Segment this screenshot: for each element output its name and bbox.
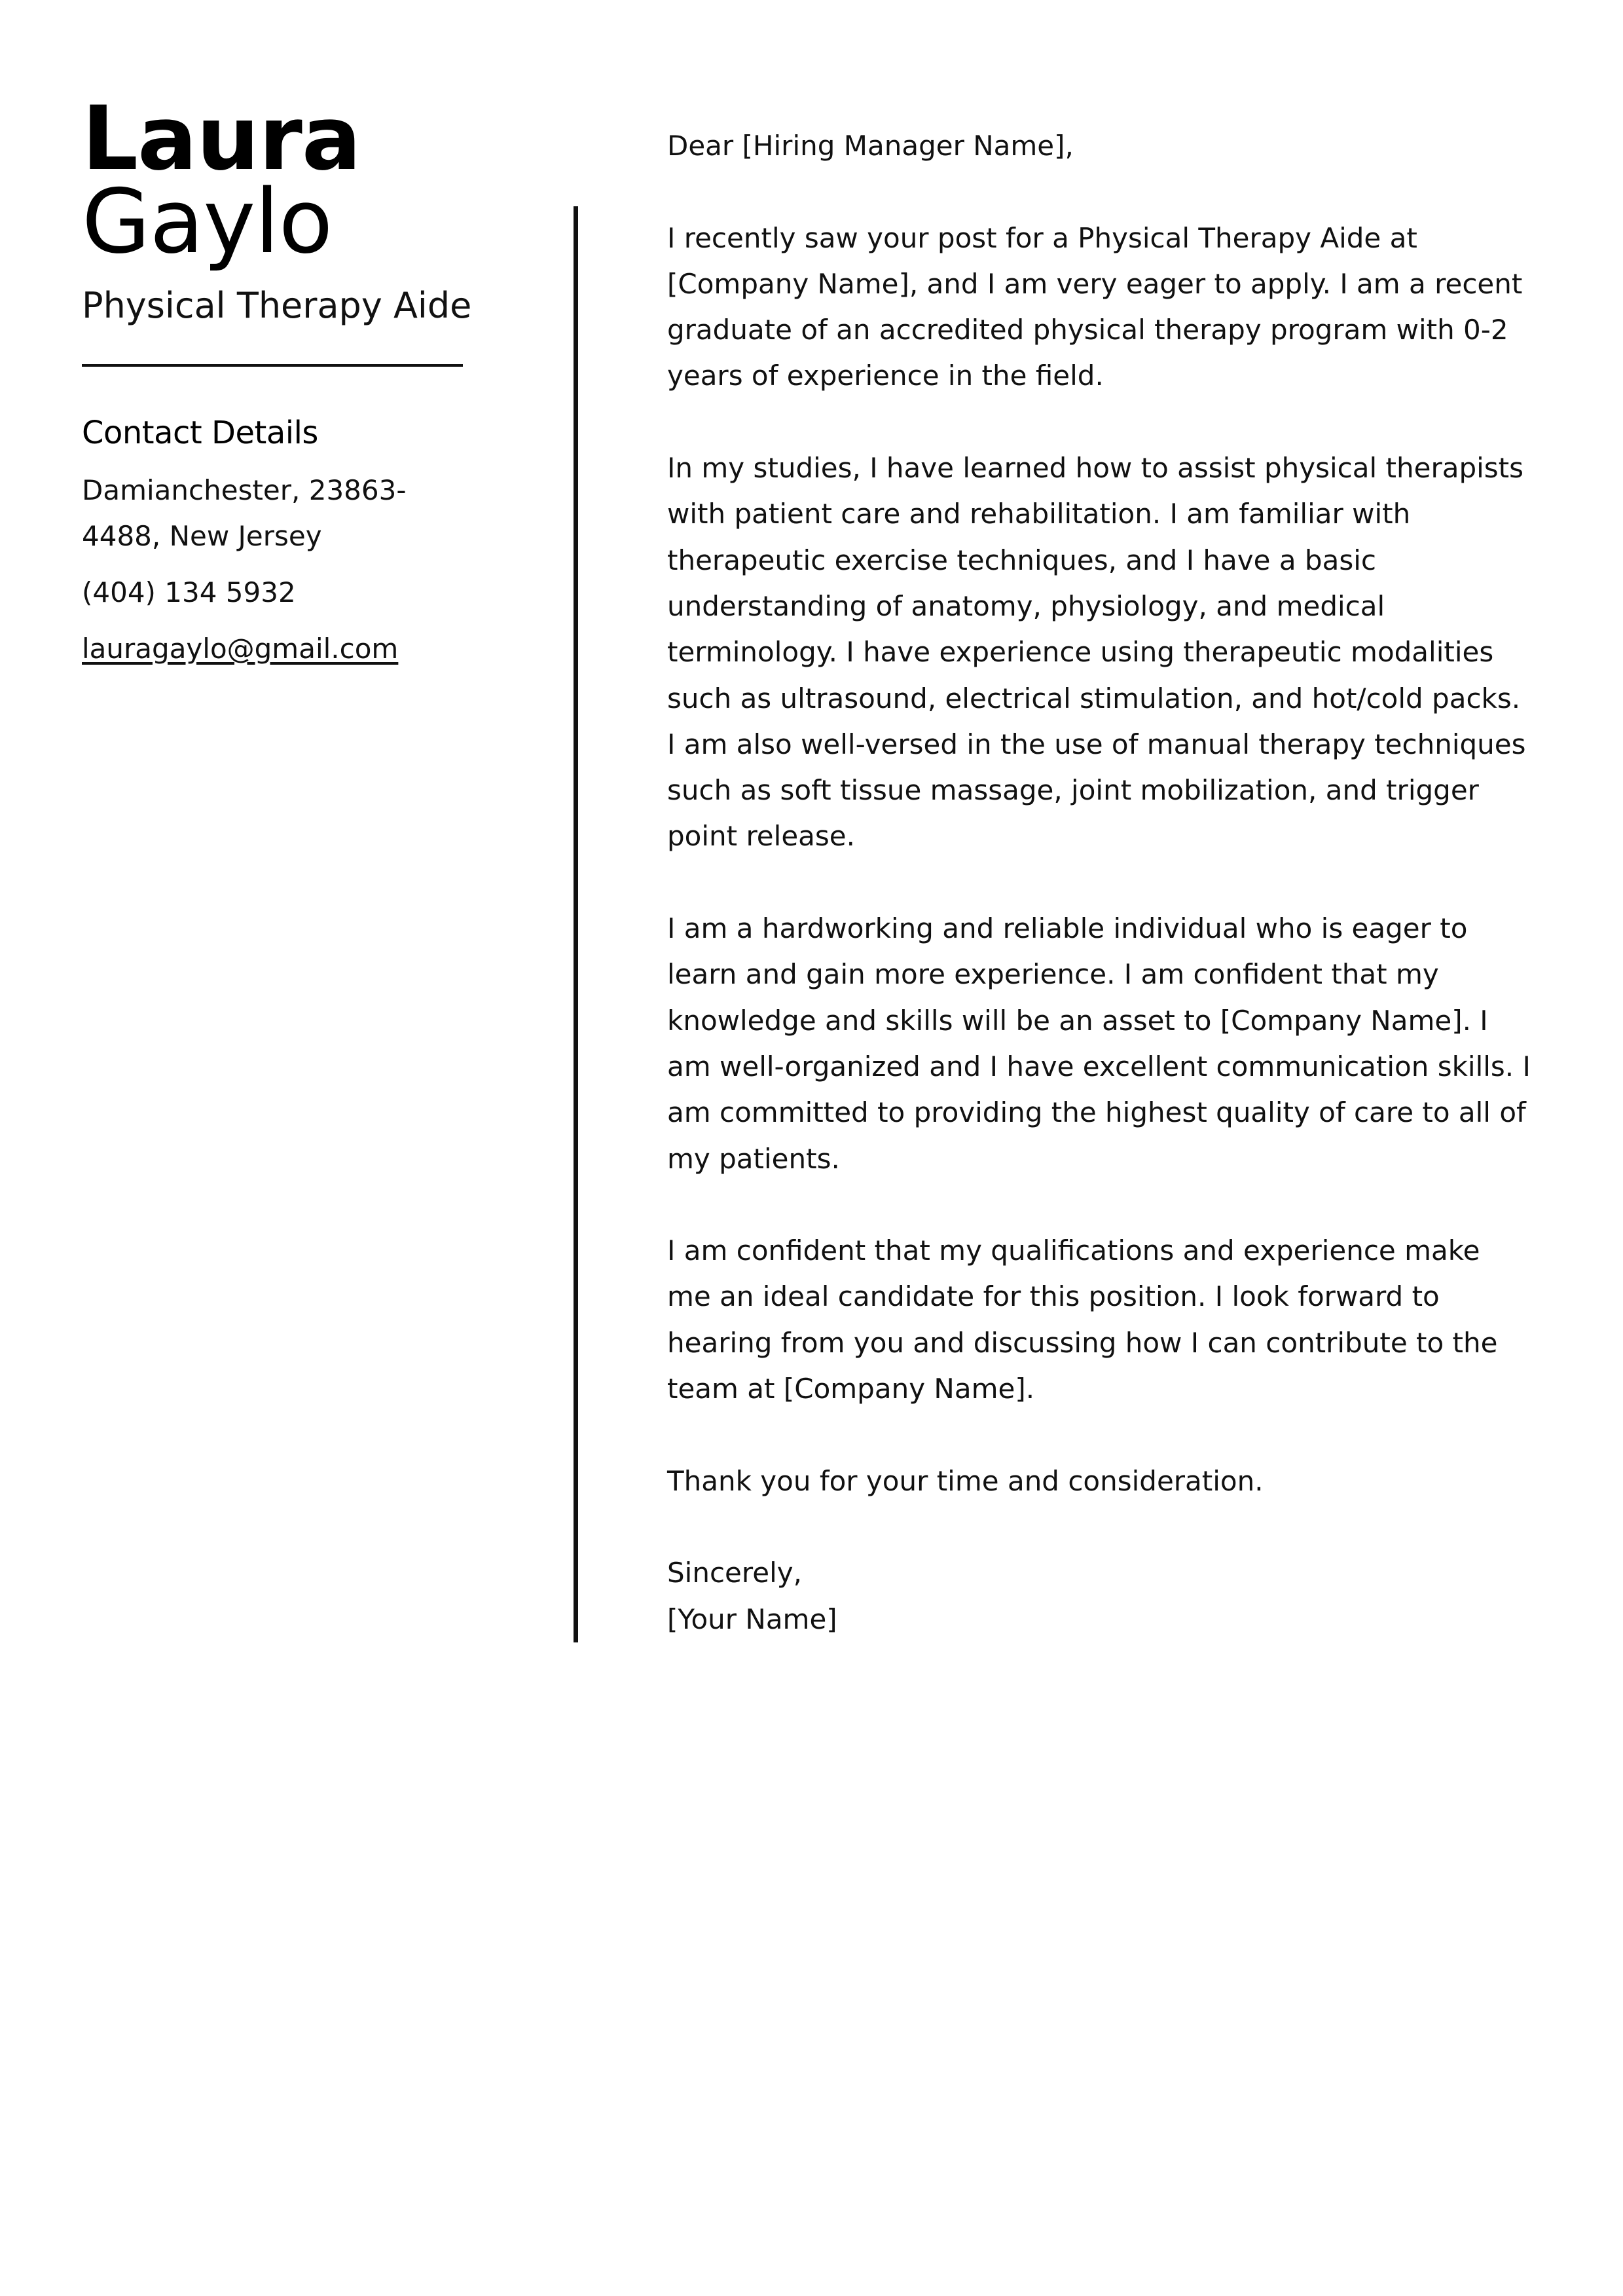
column-divider: [574, 206, 578, 1642]
letter-paragraph-2: In my studies, I have learned how to assist physical therapists with patient care and rehabilitation. I am familiar with therapeutic exercise techniques, and I have a basic understanding of anatomy, physiology, and medical terminology. I have experience using therapeutic modalities such as ultrasound, electrical stimulation, and hot/cold packs. I am also well-versed in the use of manual therapy techniques such as soft tissue massage, joint mobilization, and trigger point release.: [667, 452, 1526, 853]
candidate-name: [82, 87, 481, 273]
salutation: Dear [Hiring Manager Name],: [667, 130, 1074, 162]
contact-phone: (404) 134 5932: [82, 576, 296, 608]
letter-body: [667, 123, 1531, 1642]
letter-paragraph-1: I recently saw your post for a Physical Therapy Aide at [Company Name], and I am very eager to apply. I am a recent graduate of an accredited physical therapy program with 0-2 years of experience in the field.: [667, 221, 1523, 392]
letter-paragraph-5: Thank you for your time and consideration.: [667, 1464, 1264, 1497]
first-name: Laura: [82, 87, 361, 190]
signature: [Your Name]: [667, 1602, 837, 1635]
sidebar: [82, 87, 481, 672]
header-divider: [82, 364, 463, 367]
contact-email-link[interactable]: lauragaylo@gmail.com: [82, 633, 399, 665]
contact-details-heading: Contact Details: [82, 415, 318, 451]
job-title: Physical Therapy Aide: [82, 285, 472, 326]
last-name: Gaylo: [82, 170, 333, 273]
letter-paragraph-3: I am a hardworking and reliable individual who is eager to learn and gain more experience. I am confident that my knowledge and skills will be an asset to [Company Name]. I am well-organized and I have excellent communication skills. I am committed to providing the highest quality of care to all of my patients.: [667, 912, 1531, 1175]
closing: Sincerely,: [667, 1557, 802, 1589]
contact-address: Damianchester, 23863-4488, New Jersey: [82, 474, 407, 552]
letter-paragraph-4: I am confident that my qualifications and experience make me an ideal candidate for this position. I look forward to hearing from you and discussing how I can contribute to the team at [Company Name].: [667, 1234, 1498, 1405]
